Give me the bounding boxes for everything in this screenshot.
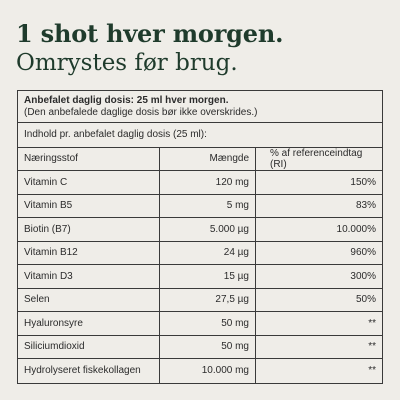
nutrient-amount: 5.000 µg bbox=[160, 218, 256, 241]
table-row bbox=[18, 242, 382, 266]
daily-dose-info bbox=[18, 91, 382, 123]
nutrient-name: Hyaluronsyre bbox=[18, 312, 160, 335]
headline-shake-instruction: Omrystes før brug. bbox=[16, 50, 238, 76]
nutrient-name: Biotin (B7) bbox=[18, 218, 160, 241]
daily-dose-warning: (Den anbefalede daglige dosis bør ikke overskrides.) bbox=[24, 106, 258, 118]
nutrient-amount: 50 mg bbox=[160, 336, 256, 359]
nutrient-ri: 960% bbox=[350, 247, 376, 259]
nutrient-name: Selen bbox=[18, 289, 160, 312]
nutrient-ri: ** bbox=[368, 365, 376, 377]
table-row bbox=[18, 289, 382, 313]
headline bbox=[16, 19, 284, 76]
nutrient-name: Hydrolyseret fiskekollagen bbox=[18, 359, 160, 383]
nutrient-name: Vitamin D3 bbox=[18, 265, 160, 288]
header-ri-percent: % af referenceindtag (RI) bbox=[270, 147, 363, 170]
header-amount: Mængde bbox=[160, 148, 256, 171]
table-row bbox=[18, 218, 382, 242]
headline-dose-instruction: 1 shot hver morgen. bbox=[16, 19, 284, 48]
nutrient-ri: 50% bbox=[355, 294, 376, 306]
nutrient-name: Vitamin C bbox=[18, 171, 160, 194]
nutrient-ri: ** bbox=[368, 341, 376, 353]
nutrient-ri: 150% bbox=[350, 176, 376, 188]
nutrient-amount: 5 mg bbox=[160, 195, 256, 218]
table-header-row bbox=[18, 148, 382, 172]
table-row bbox=[18, 336, 382, 360]
nutrient-ri: ** bbox=[368, 317, 376, 329]
nutrient-name: Siliciumdioxid bbox=[18, 336, 160, 359]
table-row bbox=[18, 312, 382, 336]
nutrient-amount: 50 mg bbox=[160, 312, 256, 335]
nutrient-amount: 27,5 µg bbox=[160, 289, 256, 312]
nutrient-ri: 10.000% bbox=[336, 223, 376, 235]
nutrition-table bbox=[17, 90, 383, 384]
header-nutrient: Næringsstof bbox=[18, 148, 160, 171]
table-row bbox=[18, 265, 382, 289]
nutrient-amount: 120 mg bbox=[160, 171, 256, 194]
table-row bbox=[18, 359, 382, 383]
nutrient-ri: 83% bbox=[355, 200, 376, 212]
nutrient-name: Vitamin B5 bbox=[18, 195, 160, 218]
daily-dose-text: Anbefalet daglig dosis: 25 ml hver morgen. bbox=[24, 95, 229, 106]
nutrient-amount: 15 µg bbox=[160, 265, 256, 288]
table-row bbox=[18, 195, 382, 219]
nutrient-amount: 24 µg bbox=[160, 242, 256, 265]
nutrient-amount: 10.000 mg bbox=[160, 359, 256, 383]
table-row bbox=[18, 171, 382, 195]
nutrient-ri: 300% bbox=[350, 270, 376, 282]
nutrient-name: Vitamin B12 bbox=[18, 242, 160, 265]
per-dose-label: Indhold pr. anbefalet daglig dosis (25 ml): bbox=[18, 123, 382, 148]
